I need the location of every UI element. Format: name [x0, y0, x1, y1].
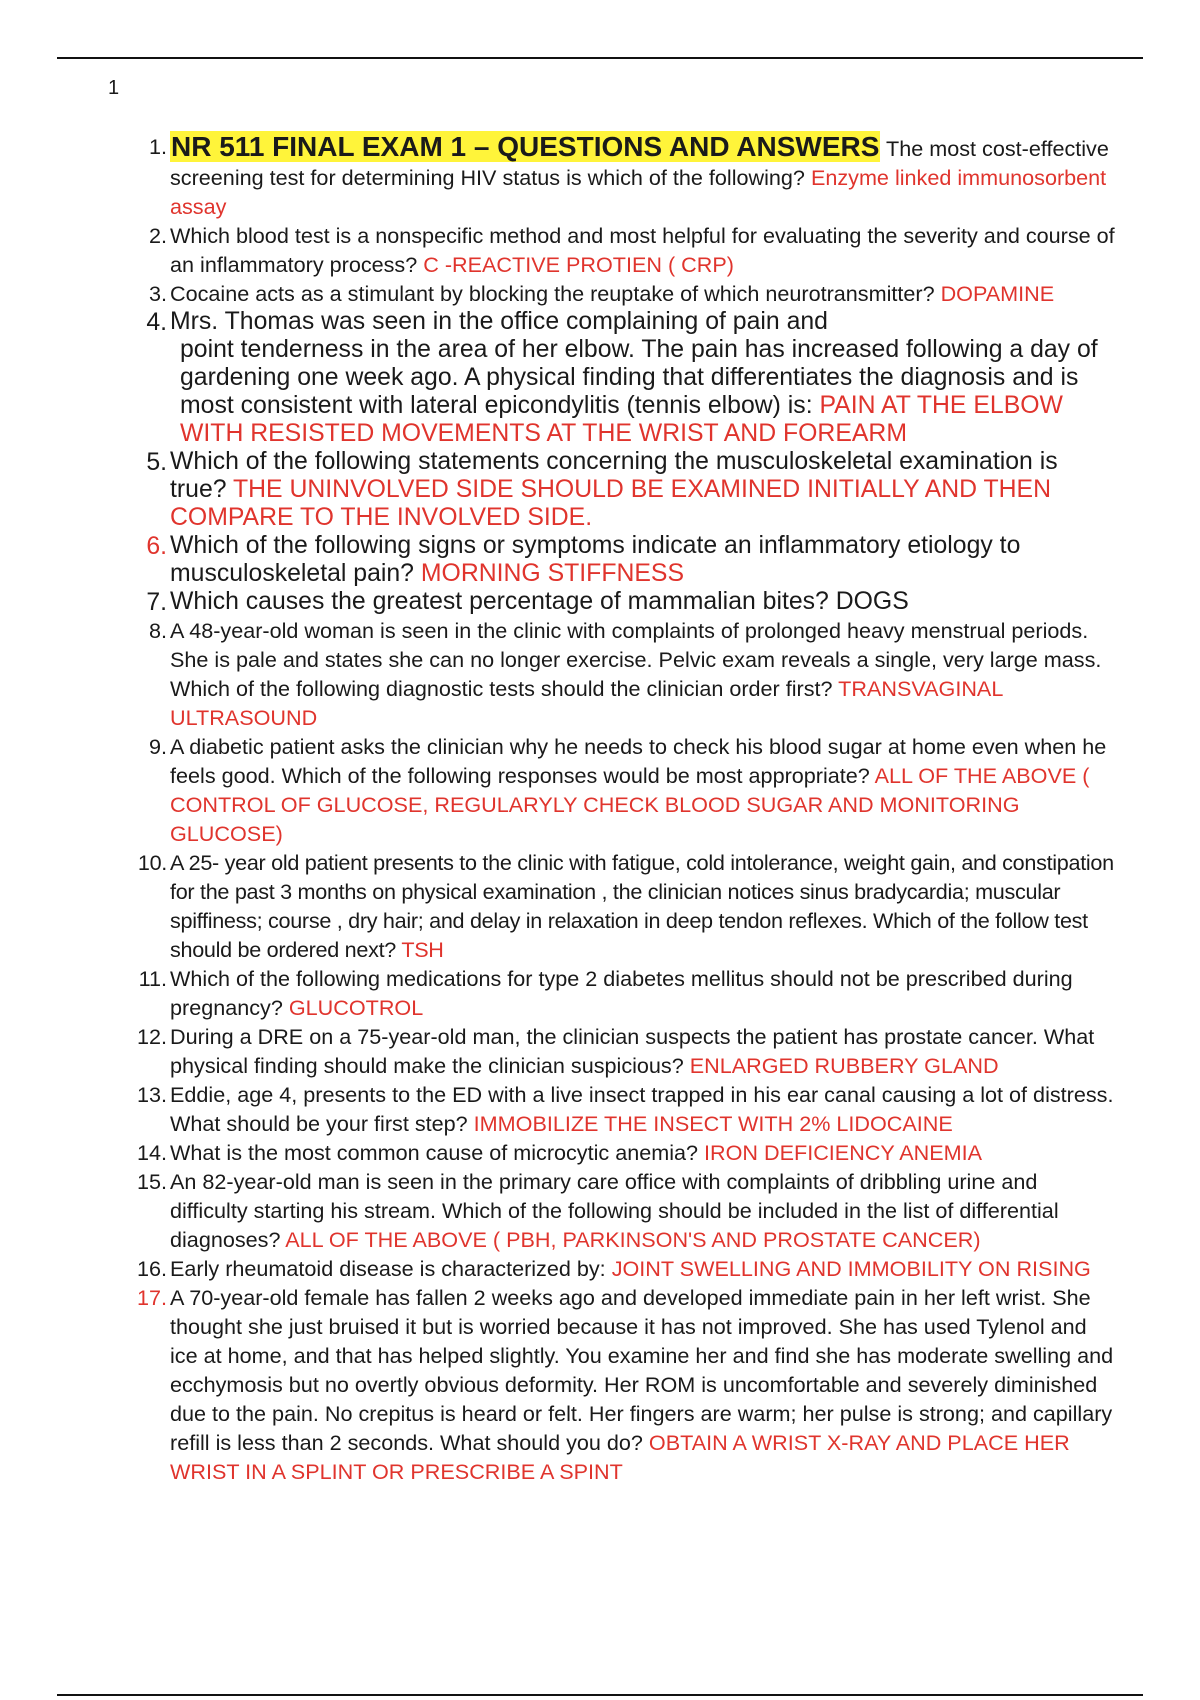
- question-text: A 25- year old patient presents to the clinic with fatigue, cold intolerance, weight gain, and constipation for the past 3 months on physical examination , the clinician notices sinus bradycardia; muscular spiffiness; course , dry hair; and delay in relaxation in deep tendon reflexes. Which of the follow test should be ordered next?: [170, 850, 1114, 962]
- question-text: A diabetic patient asks the clinician why he needs to check his blood sugar at home even when he feels good. Which of the following responses would be most appropriate?: [170, 734, 1107, 788]
- answer-text: Enzyme linked immunosorbent assay: [170, 165, 1107, 219]
- question-text: Early rheumatoid disease is characterized by:: [170, 1256, 612, 1281]
- answer-text: GLUCOTROL: [288, 995, 424, 1020]
- item-number: 17.: [136, 1285, 167, 1310]
- list-item: [0, 1080, 1200, 1138]
- list-item: [0, 308, 1200, 448]
- item-number: 6.: [146, 533, 167, 560]
- answer-text: ALL OF THE ABOVE ( PBH, PARKINSON'S AND PROSTATE CANCER): [285, 1227, 981, 1252]
- question-text: The most cost-effective screening test for determining HIV status is which of the following?: [170, 136, 1109, 190]
- item-number: 1.: [148, 134, 167, 159]
- list-item: [0, 964, 1200, 1022]
- question-text: A 48-year-old woman is seen in the clinic with complaints of prolonged heavy menstrual periods. She is pale and states she can no longer exercise. Pelvic exam reveals a single, very large mass. Which of the following diagnostic tests should the clinician order first?: [170, 618, 1102, 701]
- question-text: Which blood test is a nonspecific method and most helpful for evaluating the severity and course of an inflammatory process?: [170, 223, 1115, 277]
- list-item: [0, 588, 1200, 616]
- item-number: 3.: [148, 281, 167, 306]
- answer-text: ENLARGED RUBBERY GLAND: [689, 1053, 999, 1078]
- question-text: What is the most common cause of microcytic anemia?: [170, 1140, 705, 1165]
- list-item: [0, 221, 1200, 279]
- answer-text: OBTAIN A WRIST X-RAY AND PLACE HER WRIST IN A SPLINT OR PRESCRIBE A SPINT: [170, 1430, 1070, 1484]
- top-rule: [57, 57, 1143, 59]
- item-number: 11.: [138, 966, 167, 991]
- list-item: [0, 616, 1200, 732]
- list-item: [0, 448, 1200, 532]
- answer-text: THE UNINVOLVED SIDE SHOULD BE EXAMINED INITIALLY AND THEN COMPARE TO THE INVOLVED SIDE.: [170, 476, 1051, 531]
- item-number: 15.: [136, 1169, 167, 1194]
- answer-text: IMMOBILIZE THE INSECT WITH 2% LIDOCAINE: [473, 1111, 953, 1136]
- question-text-continued: point tenderness in the area of her elbow. The pain has increased following a day of gardening one week ago. A physical finding that differentiates the diagnosis and is most consistent with lateral epicondylitis (tennis elbow) is:: [180, 336, 1098, 419]
- question-text: Which of the following signs or symptoms indicate an inflammatory etiology to musculoskeletal pain?: [170, 532, 1021, 587]
- list-item: [0, 1022, 1200, 1080]
- item-number: 4.: [146, 309, 167, 336]
- question-text: Cocaine acts as a stimulant by blocking the reuptake of which neurotransmitter?: [170, 281, 941, 306]
- answer-text: PAIN AT THE ELBOW WITH RESISTED MOVEMENTS AT THE WRIST AND FOREARM: [180, 392, 1063, 447]
- question-text: Which causes the greatest percentage of mammalian bites? DOGS: [170, 588, 909, 615]
- question-text: Mrs. Thomas was seen in the office complaining of pain and: [170, 308, 828, 335]
- answer-text: TRANSVAGINAL ULTRASOUND: [170, 676, 1003, 730]
- list-item: [0, 132, 1200, 221]
- item-number: 9.: [148, 734, 167, 759]
- answer-text: C -REACTIVE PROTIEN ( CRP): [423, 252, 734, 277]
- item-number: 5.: [146, 449, 167, 476]
- answer-text: DOPAMINE: [940, 281, 1055, 306]
- list-item: [0, 1167, 1200, 1254]
- answer-text: MORNING STIFFNESS: [420, 560, 685, 587]
- item-number: 10.: [137, 850, 167, 875]
- bottom-rule: [57, 1694, 1143, 1696]
- item-number: 2.: [148, 223, 167, 248]
- question-list: [0, 132, 1200, 1486]
- document-title: NR 511 FINAL EXAM 1 – QUESTIONS AND ANSWERS: [171, 131, 880, 162]
- list-item: [0, 1254, 1200, 1283]
- question-text: Which of the following statements concerning the musculoskeletal examination is true?: [170, 448, 1058, 503]
- list-item: [0, 1283, 1200, 1486]
- item-number: 12.: [136, 1024, 167, 1049]
- question-text: During a DRE on a 75-year-old man, the clinician suspects the patient has prostate cancer. What physical finding should make the clinician suspicious?: [170, 1024, 1095, 1078]
- list-item: [0, 848, 1200, 964]
- item-number: 14.: [136, 1140, 167, 1165]
- answer-text: TSH: [401, 937, 444, 962]
- list-item: [0, 279, 1200, 308]
- question-text: An 82-year-old man is seen in the primary care office with complaints of dribbling urine and difficulty starting his stream. Which of the following should be included in the list of differential diagnoses?: [170, 1169, 1059, 1252]
- item-number: 13.: [136, 1082, 167, 1107]
- item-number: 8.: [148, 618, 167, 643]
- page-number: 1: [108, 77, 120, 99]
- item-number: 16.: [136, 1256, 167, 1281]
- question-text: Eddie, age 4, presents to the ED with a live insect trapped in his ear canal causing a lot of distress. What should be your first step?: [170, 1082, 1114, 1136]
- list-item: [0, 532, 1200, 588]
- answer-text: ALL OF THE ABOVE ( CONTROL OF GLUCOSE, REGULARYLY CHECK BLOOD SUGAR AND MONITORING GLUCOSE): [170, 763, 1090, 846]
- question-text: A 70-year-old female has fallen 2 weeks ago and developed immediate pain in her left wrist. She thought she just bruised it but is worried because it has not improved. She has used Tylenol and ice at home, and that has helped slightly. You examine her and find she has moderate swelling and ecchymosis but no overtly obvious deformity. Her ROM is uncomfortable and severely diminished due to the pain. No crepitus is heard or felt. Her fingers are warm; her pulse is strong; and capillary refill is less than 2 seconds. What should you do?: [170, 1285, 1114, 1455]
- answer-text: IRON DEFICIENCY ANEMIA: [704, 1140, 983, 1165]
- question-text: Which of the following medications for type 2 diabetes mellitus should not be prescribed during pregnancy?: [170, 966, 1073, 1020]
- list-item: [0, 1138, 1200, 1167]
- list-item: [0, 732, 1200, 848]
- answer-text: JOINT SWELLING AND IMMOBILITY ON RISING: [611, 1256, 1091, 1281]
- item-number: 7.: [146, 589, 167, 616]
